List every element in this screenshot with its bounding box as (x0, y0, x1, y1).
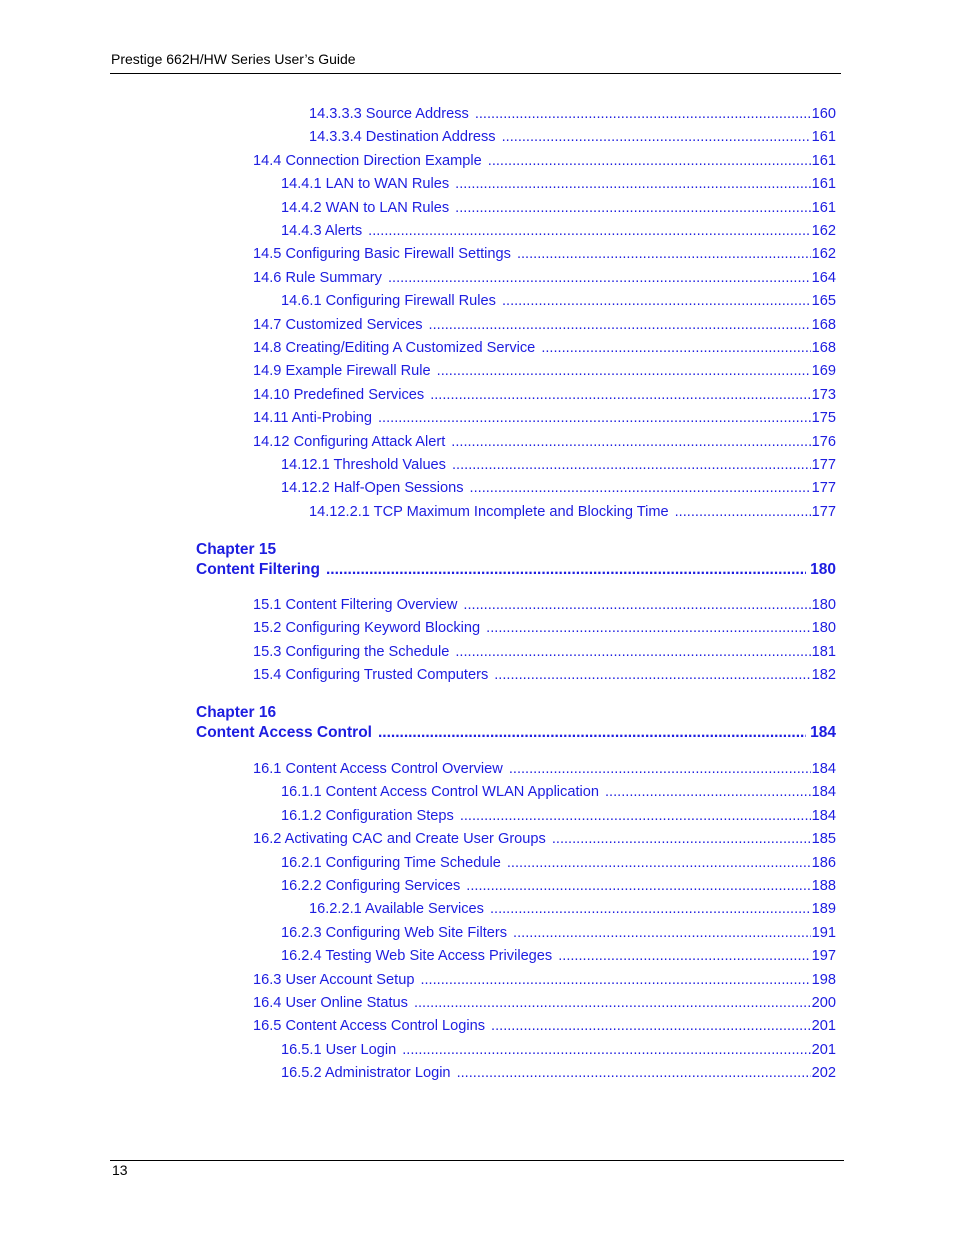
leader-dots (378, 724, 806, 742)
toc-entry[interactable] (281, 1065, 836, 1081)
toc-entry-title: 14.7 Customized Services (253, 316, 423, 333)
toc-entry-page: 164 (811, 269, 836, 286)
toc-entry-page: 180 (811, 620, 836, 637)
toc-entry-page: 191 (811, 924, 836, 941)
toc-entry[interactable] (253, 831, 836, 847)
toc-entry-title: 14.4.2 WAN to LAN Rules (281, 199, 450, 216)
toc-entry[interactable] (281, 1042, 836, 1058)
leader-dots (466, 878, 810, 894)
toc-entry[interactable] (253, 270, 836, 286)
chapter-16-page: 184 (810, 724, 836, 741)
toc-entry-page: 177 (811, 457, 836, 473)
leader-dots (513, 925, 811, 941)
toc-entry-title: 16.2.1 Configuring Time Schedule (281, 854, 501, 871)
toc-entry[interactable] (253, 620, 836, 636)
toc-entry-title: 16.3 User Account Setup (253, 971, 415, 988)
leader-dots (452, 457, 811, 473)
toc-entry-page: 175 (811, 410, 836, 427)
chapter-15-page: 180 (810, 561, 836, 578)
toc-entry-page: 182 (811, 667, 836, 684)
toc-entry-title: 16.2 Activating CAC and Create User Groups (253, 831, 546, 848)
leader-dots (457, 1065, 811, 1081)
toc-entry-page: 202 (811, 1065, 836, 1082)
leader-dots (430, 387, 810, 403)
chapter-15-label: Chapter 15 (196, 541, 277, 558)
toc-entry-title: 14.8 Creating/Editing A Customized Service (253, 340, 536, 356)
leader-dots (507, 855, 811, 871)
toc-entry-page: 176 (811, 433, 836, 450)
leader-dots (420, 972, 810, 988)
leader-dots (455, 176, 810, 192)
toc-entry[interactable] (253, 972, 836, 988)
toc-entry[interactable] (253, 246, 836, 262)
chapter-15-link[interactable] (196, 561, 836, 579)
leader-dots (675, 504, 811, 520)
toc-entry[interactable] (309, 504, 836, 520)
toc-entry-page: 161 (811, 129, 836, 146)
leader-dots (502, 129, 811, 145)
footer-divider (110, 1160, 844, 1161)
toc-entry-page: 200 (811, 995, 836, 1011)
toc-entry-title: 14.4.3 Alerts (281, 223, 363, 239)
toc-entry-page: 197 (811, 948, 836, 965)
toc-entry-title: 14.12.2.1 TCP Maximum Incomplete and Blocking Time (309, 503, 669, 520)
toc-entry[interactable] (281, 176, 836, 192)
toc-entry-page: 189 (811, 901, 836, 918)
toc-entry-title: 14.12.2 Half-Open Sessions (281, 480, 464, 497)
toc-entry-page: 169 (811, 363, 836, 380)
toc-entry[interactable] (309, 129, 836, 145)
toc-entry-title: 16.5.1 User Login (281, 1041, 397, 1058)
toc-entry-title: 14.3.3.3 Source Address (309, 106, 469, 122)
toc-entry-page: 201 (811, 1041, 836, 1058)
toc-entry-title: 15.1 Content Filtering Overview (253, 597, 458, 613)
toc-entry-title: 16.4 User Online Status (253, 995, 408, 1011)
leader-dots (455, 200, 810, 216)
toc-entry[interactable] (253, 1018, 836, 1034)
page-number: 13 (112, 1162, 128, 1178)
toc-entry-page: 177 (811, 480, 836, 497)
toc-entry-page: 161 (811, 152, 836, 169)
toc-entry-title: 16.5 Content Access Control Logins (253, 1018, 486, 1035)
leader-dots (502, 293, 811, 309)
leader-dots (455, 644, 810, 660)
leader-dots (494, 667, 810, 683)
toc-entry-title: 16.1.2 Configuration Steps (281, 807, 454, 824)
toc-entry-page: 198 (811, 971, 836, 988)
leader-dots (486, 620, 810, 636)
leader-dots (488, 153, 811, 169)
toc-entry[interactable] (253, 644, 836, 660)
toc-entry-title: 16.2.4 Testing Web Site Access Privileges (281, 948, 553, 965)
toc-entry[interactable] (281, 293, 836, 309)
toc-entry-page: 184 (811, 784, 836, 801)
toc-entry-page: 162 (811, 246, 836, 263)
toc-entry-title: 16.2.2 Configuring Services (281, 878, 461, 894)
toc-entry[interactable] (253, 340, 836, 356)
leader-dots (378, 410, 811, 426)
toc-entry[interactable] (281, 480, 836, 496)
toc-entry[interactable] (253, 597, 836, 613)
toc-entry-page: 186 (811, 854, 836, 871)
toc-entry[interactable] (281, 948, 836, 964)
leader-dots (605, 784, 811, 800)
toc-entry[interactable] (309, 901, 836, 917)
leader-dots (475, 106, 811, 122)
toc-entry-title: 16.1 Content Access Control Overview (253, 761, 503, 777)
toc-entry[interactable] (281, 457, 836, 473)
leader-dots (460, 808, 811, 824)
toc-entry[interactable] (253, 434, 836, 450)
toc-entry-page: 188 (811, 878, 836, 894)
leader-dots (463, 597, 810, 613)
toc-entry-page: 201 (811, 1018, 836, 1035)
toc-entry-page: 165 (811, 293, 836, 310)
toc-entry-title: 14.6 Rule Summary (253, 269, 382, 286)
leader-dots (490, 901, 811, 917)
toc-entry-title: 14.12.1 Threshold Values (281, 457, 446, 473)
toc-entry[interactable] (253, 995, 836, 1011)
toc-entry-page: 162 (811, 223, 836, 239)
toc-entry-title: 14.4.1 LAN to WAN Rules (281, 176, 450, 193)
toc-entry[interactable] (309, 106, 836, 122)
leader-dots (429, 317, 811, 333)
leader-dots (368, 223, 811, 239)
toc-entry-title: 14.5 Configuring Basic Firewall Settings (253, 246, 511, 263)
toc-entry-page: 180 (811, 597, 836, 613)
toc-entry-page: 161 (811, 176, 836, 193)
toc-entry-page: 184 (811, 807, 836, 824)
chapter-15-title: Content Filtering (196, 561, 320, 578)
toc-entry[interactable] (281, 200, 836, 216)
toc-entry[interactable] (281, 808, 836, 824)
chapter-16-link[interactable] (196, 724, 836, 742)
toc-entry-title: 14.3.3.4 Destination Address (309, 129, 496, 146)
toc-entry[interactable] (253, 667, 836, 683)
toc-entry-title: 15.4 Configuring Trusted Computers (253, 667, 489, 684)
toc-entry[interactable] (253, 317, 836, 333)
chapter-16-title: Content Access Control (196, 724, 372, 741)
leader-dots (509, 761, 811, 777)
toc-entry-page: 160 (811, 106, 836, 122)
toc-entry-title: 14.4 Connection Direction Example (253, 152, 482, 169)
toc-entry-page: 161 (811, 199, 836, 216)
toc-entry-title: 14.6.1 Configuring Firewall Rules (281, 293, 496, 310)
toc-entry-title: 16.5.2 Administrator Login (281, 1065, 451, 1082)
toc-entry[interactable] (281, 223, 836, 239)
toc-entry-page: 168 (811, 316, 836, 333)
toc-entry[interactable] (281, 925, 836, 941)
leader-dots (437, 363, 811, 379)
toc-entry[interactable] (281, 784, 836, 800)
toc-entry-page: 168 (811, 340, 836, 356)
leader-dots (388, 270, 811, 286)
chapter-16-label: Chapter 16 (196, 704, 277, 721)
leader-dots (470, 480, 811, 496)
leader-dots (541, 340, 810, 356)
leader-dots (451, 434, 810, 450)
leader-dots (326, 561, 806, 579)
toc-entry[interactable] (253, 410, 836, 426)
toc-entry-title: 14.10 Predefined Services (253, 386, 425, 403)
header-divider (110, 73, 841, 74)
toc-entry-title: 14.9 Example Firewall Rule (253, 363, 431, 380)
toc-entry-title: 16.1.1 Content Access Control WLAN Application (281, 784, 599, 801)
toc-entry-page: 177 (811, 503, 836, 520)
leader-dots (552, 831, 811, 847)
toc-entry[interactable] (253, 363, 836, 379)
toc-entry-page: 184 (811, 761, 836, 777)
toc-entry-page: 185 (811, 831, 836, 848)
leader-dots (517, 246, 811, 262)
toc-entry-title: 16.2.3 Configuring Web Site Filters (281, 924, 508, 941)
toc-entry-title: 15.2 Configuring Keyword Blocking (253, 620, 481, 637)
leader-dots (558, 948, 810, 964)
toc-entry-title: 15.3 Configuring the Schedule (253, 643, 450, 660)
leader-dots (414, 995, 811, 1011)
toc-entry[interactable] (253, 153, 836, 169)
toc-entry[interactable] (253, 387, 836, 403)
toc-entry[interactable] (281, 855, 836, 871)
toc-entry-page: 173 (811, 386, 836, 403)
leader-dots (402, 1042, 810, 1058)
toc-entry-title: 16.2.2.1 Available Services (309, 901, 484, 918)
running-header: Prestige 662H/HW Series User’s Guide (111, 51, 356, 67)
toc-entry-title: 14.11 Anti-Probing (253, 410, 372, 427)
toc-entry[interactable] (281, 878, 836, 894)
toc-entry-page: 181 (811, 643, 836, 660)
toc-entry[interactable] (253, 761, 836, 777)
leader-dots (491, 1018, 811, 1034)
toc-entry-title: 14.12 Configuring Attack Alert (253, 433, 446, 450)
